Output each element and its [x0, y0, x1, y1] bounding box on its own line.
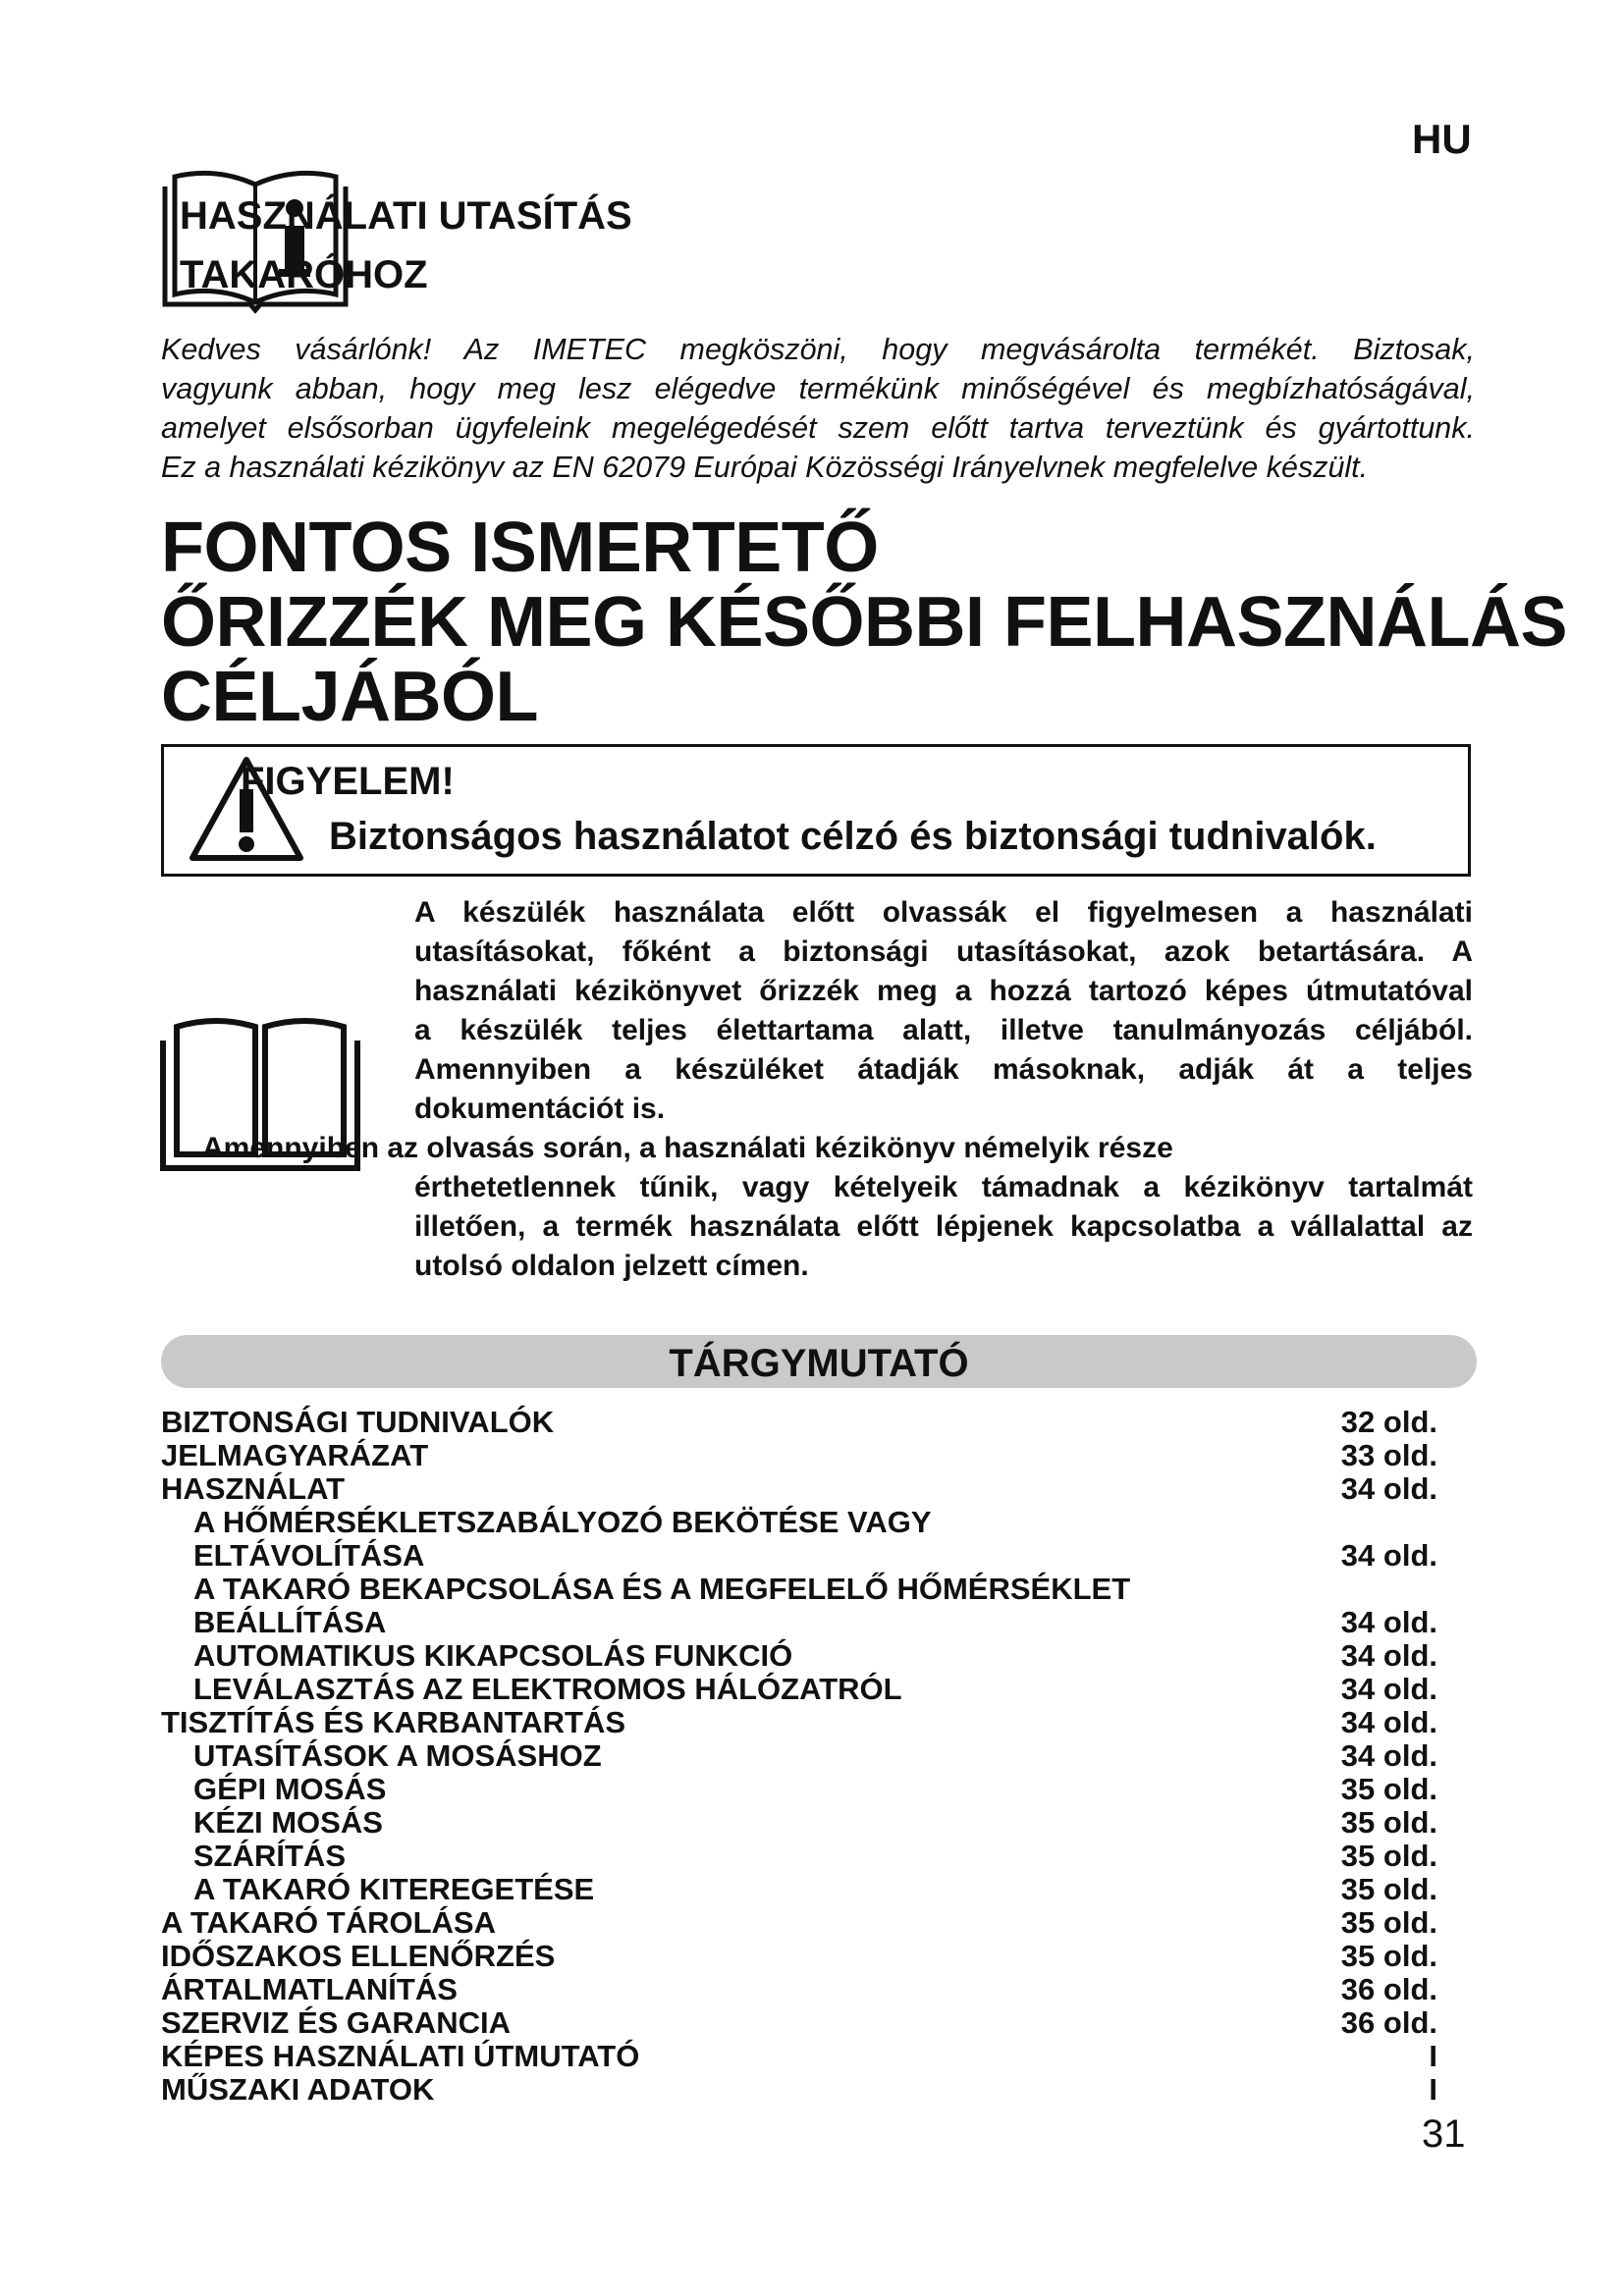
toc-entry: UTASÍTÁSOK A MOSÁSHOZ 34 old. — [193, 1738, 1437, 1773]
toc-entry: BIZTONSÁGI TUDNIVALÓK 32 old. — [161, 1405, 1437, 1439]
manual-notice-line: utasításokat, főként a biztonsági utasításokat, azok betartására. A — [414, 935, 1473, 968]
toc-entry: HASZNÁLAT 34 old. — [161, 1471, 1437, 1506]
toc-entry: IDŐSZAKOS ELLENŐRZÉS 35 old. — [161, 1939, 1437, 1973]
language-code: HU — [1412, 116, 1472, 162]
toc-title: TÁRGYMUTATÓ — [669, 1342, 969, 1385]
intro-line: vagyunk abban, hogy meg lesz elégedve termékünk minőségével és megbízhatóságával, — [161, 372, 1475, 405]
toc-entry: JELMAGYARÁZAT 33 old. — [161, 1438, 1437, 1472]
intro-line: Kedves vásárlónk! Az IMETEC megköszöni, hogy megvásárolta termékét. Biztosak, — [161, 333, 1475, 366]
headline-line3: CÉLJÁBÓL — [161, 658, 539, 736]
manual-notice-line: Amennyiben az olvasás során, a használati kézikönyv némelyik része — [202, 1132, 1173, 1164]
toc-entry: SZERVIZ ÉS GARANCIA 36 old. — [161, 2005, 1437, 2040]
toc-entry: ÁRTALMATLANÍTÁS 36 old. — [161, 1972, 1437, 2006]
intro-line: amelyet elsősorban ügyfeleink megelégedését szem előtt tartva terveztünk és gyártottunk. — [161, 411, 1475, 445]
important-headline — [161, 510, 1567, 734]
manual-notice-line: használati kézikönyvet őrizzék meg a hozzá tartozó képes útmutatóval — [414, 975, 1473, 1007]
manual-notice-line: a készülék teljes élettartama alatt, illetve tanulmányozás céljából. — [414, 1014, 1473, 1046]
toc-entry: KÉZI MOSÁS 35 old. — [193, 1805, 1437, 1840]
toc-entry: KÉPES HASZNÁLATI ÚTMUTATÓ I — [161, 2039, 1437, 2073]
headline-line2: ŐRIZZÉK MEG KÉSŐBBI FELHASZNÁLÁS — [161, 583, 1568, 662]
manual-notice — [202, 893, 1473, 1286]
document-title — [180, 187, 632, 304]
manual-notice-line: dokumentációt is. — [414, 1093, 666, 1125]
toc-entry: A TAKARÓ KITEREGETÉSE 35 old. — [193, 1872, 1437, 1906]
toc-entry: BEÁLLÍTÁSA 34 old. — [193, 1605, 1437, 1639]
toc-entry: LEVÁLASZTÁS AZ ELEKTROMOS HÁLÓZATRÓL 34 old. — [193, 1672, 1437, 1706]
document-title-line2: TAKARÓHOZ — [180, 253, 428, 296]
toc-entry: ELTÁVOLÍTÁSA 34 old. — [193, 1538, 1437, 1573]
toc-entry: MŰSZAKI ADATOK I — [161, 2072, 1437, 2107]
manual-notice-line: illetően, a termék használata előtt lépjenek kapcsolatba a vállalattal az — [414, 1210, 1473, 1243]
toc-entry: AUTOMATIKUS KIKAPCSOLÁS FUNKCIÓ 34 old. — [193, 1638, 1437, 1673]
toc-entry: TISZTÍTÁS ÉS KARBANTARTÁS 34 old. — [161, 1705, 1437, 1739]
intro-line: Ez a használati kézikönyv az EN 62079 Európai Közösségi Irányelvnek megfelelve készült. — [161, 451, 1369, 484]
toc-entry: A TAKARÓ TÁROLÁSA 35 old. — [161, 1905, 1437, 1940]
manual-notice-line: utolsó oldalon jelzett címen. — [414, 1250, 809, 1282]
toc-entry: A HŐMÉRSÉKLETSZABÁLYOZÓ BEKÖTÉSE VAGY — [193, 1505, 932, 1539]
manual-notice-line: A készülék használata előtt olvassák el figyelmesen a használati — [414, 896, 1473, 929]
headline-line1: FONTOS ISMERTETŐ — [161, 508, 879, 587]
toc-entry: SZÁRÍTÁS 35 old. — [193, 1839, 1437, 1873]
toc-entry: A TAKARÓ BEKAPCSOLÁSA ÉS A MEGFELELŐ HŐMÉRSÉKLET — [193, 1572, 1131, 1606]
document-title-line1: HASZNÁLATI UTASÍTÁS — [180, 194, 632, 238]
toc-entry: GÉPI MOSÁS 35 old. — [193, 1772, 1437, 1806]
intro-paragraph — [161, 330, 1475, 487]
manual-notice-line: érthetetlennek tűnik, vagy kételyeik támadnak a kézikönyv tartalmát — [414, 1171, 1473, 1203]
manual-notice-line: Amennyiben a készüléket átadják másoknak, adják át a teljes — [414, 1053, 1473, 1086]
table-of-contents — [161, 1406, 1437, 2107]
warning-subtitle: Biztonságos használatot célzó és biztonsági tudnivalók. — [329, 815, 1377, 858]
warning-title: FIGYELEM! — [241, 760, 455, 803]
page-number: 31 — [1422, 2112, 1466, 2156]
